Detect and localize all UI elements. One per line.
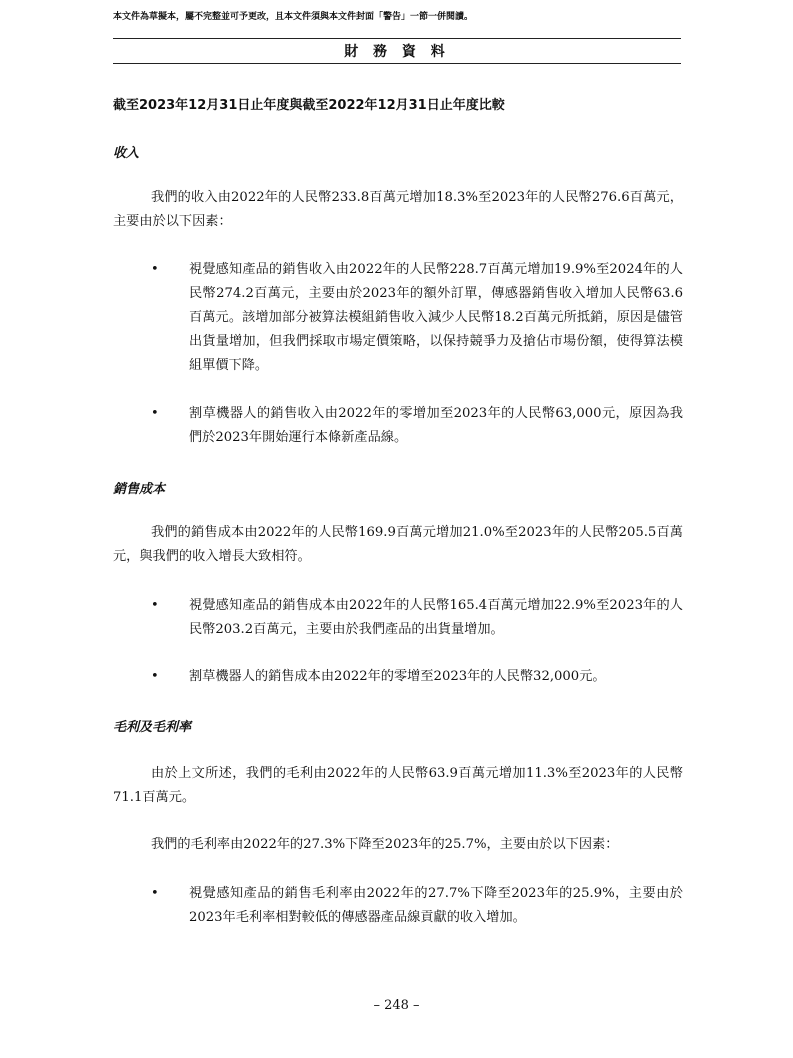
cost-intro-paragraph: 我們的銷售成本由2022年的人民幣169.9百萬元增加21.0%至2023年的人民幣205.5百萬元，與我們的收入增長大致相符。 <box>113 525 683 564</box>
bullet-icon: • <box>151 886 159 901</box>
revenue-heading: 收入 <box>113 146 140 161</box>
bullet-icon: • <box>151 262 159 277</box>
page-header-title: 財 務 資 料 <box>344 44 450 60</box>
bullet-icon: • <box>151 669 159 684</box>
draft-notice: 本文件為草擬本，屬不完整並可予更改，且本文件須與本文件封面「警告」一節一併閱讀。 <box>113 12 474 22</box>
margin-paragraph-1: 由於上文所述，我們的毛利由2022年的人民幣63.9百萬元增加11.3%至2023年的人民幣71.1百萬元。 <box>113 766 683 805</box>
margin-bullet-vision: 視覺感知產品的銷售毛利率由2022年的27.7%下降至2023年的25.9%，主要由於2023年毛利率相對較低的傳感器產品線貢獻的收入增加。 <box>189 886 683 925</box>
bullet-icon: • <box>151 598 159 613</box>
revenue-bullet-vision: 視覺感知產品的銷售收入由2022年的人民幣228.7百萬元增加19.9%至2024年的人民幣274.2百萬元，主要由於2023年的額外訂單，傳感器銷售收入增加人民幣63.6百萬元。該增加部分被算法模組銷售收入減少人民幣18.2百萬元所抵銷，原因是儘管出貨量增加，但我們採取市場定價策略，以保持競爭力及搶佔市場份額，使得算法模組單價下降。 <box>189 262 683 373</box>
cost-bullet-mower: 割草機器人的銷售成本由2022年的零增至2023年的人民幣32,000元。 <box>189 669 606 684</box>
revenue-intro-paragraph: 我們的收入由2022年的人民幣233.8百萬元增加18.3%至2023年的人民幣276.6百萬元，主要由於以下因素： <box>113 190 683 229</box>
bullet-icon: • <box>151 406 159 421</box>
revenue-bullet-mower: 割草機器人的銷售收入由2022年的零增加至2023年的人民幣63,000元，原因為我們於2023年開始運行本條新產品線。 <box>189 406 683 445</box>
margin-heading: 毛利及毛利率 <box>113 720 192 735</box>
header-rule-top <box>113 38 681 39</box>
section-heading: 截至2023年12月31日止年度與截至2022年12月31日止年度比較 <box>113 98 505 113</box>
margin-paragraph-2: 我們的毛利率由2022年的27.3%下降至2023年的25.7%，主要由於以下因素： <box>151 837 619 852</box>
cost-heading: 銷售成本 <box>113 482 166 497</box>
header-rule-bottom <box>113 63 681 64</box>
page-number: – 248 – <box>373 998 420 1013</box>
cost-bullet-vision: 視覺感知產品的銷售成本由2022年的人民幣165.4百萬元增加22.9%至2023年的人民幣203.2百萬元，主要由於我們產品的出貨量增加。 <box>189 598 683 637</box>
